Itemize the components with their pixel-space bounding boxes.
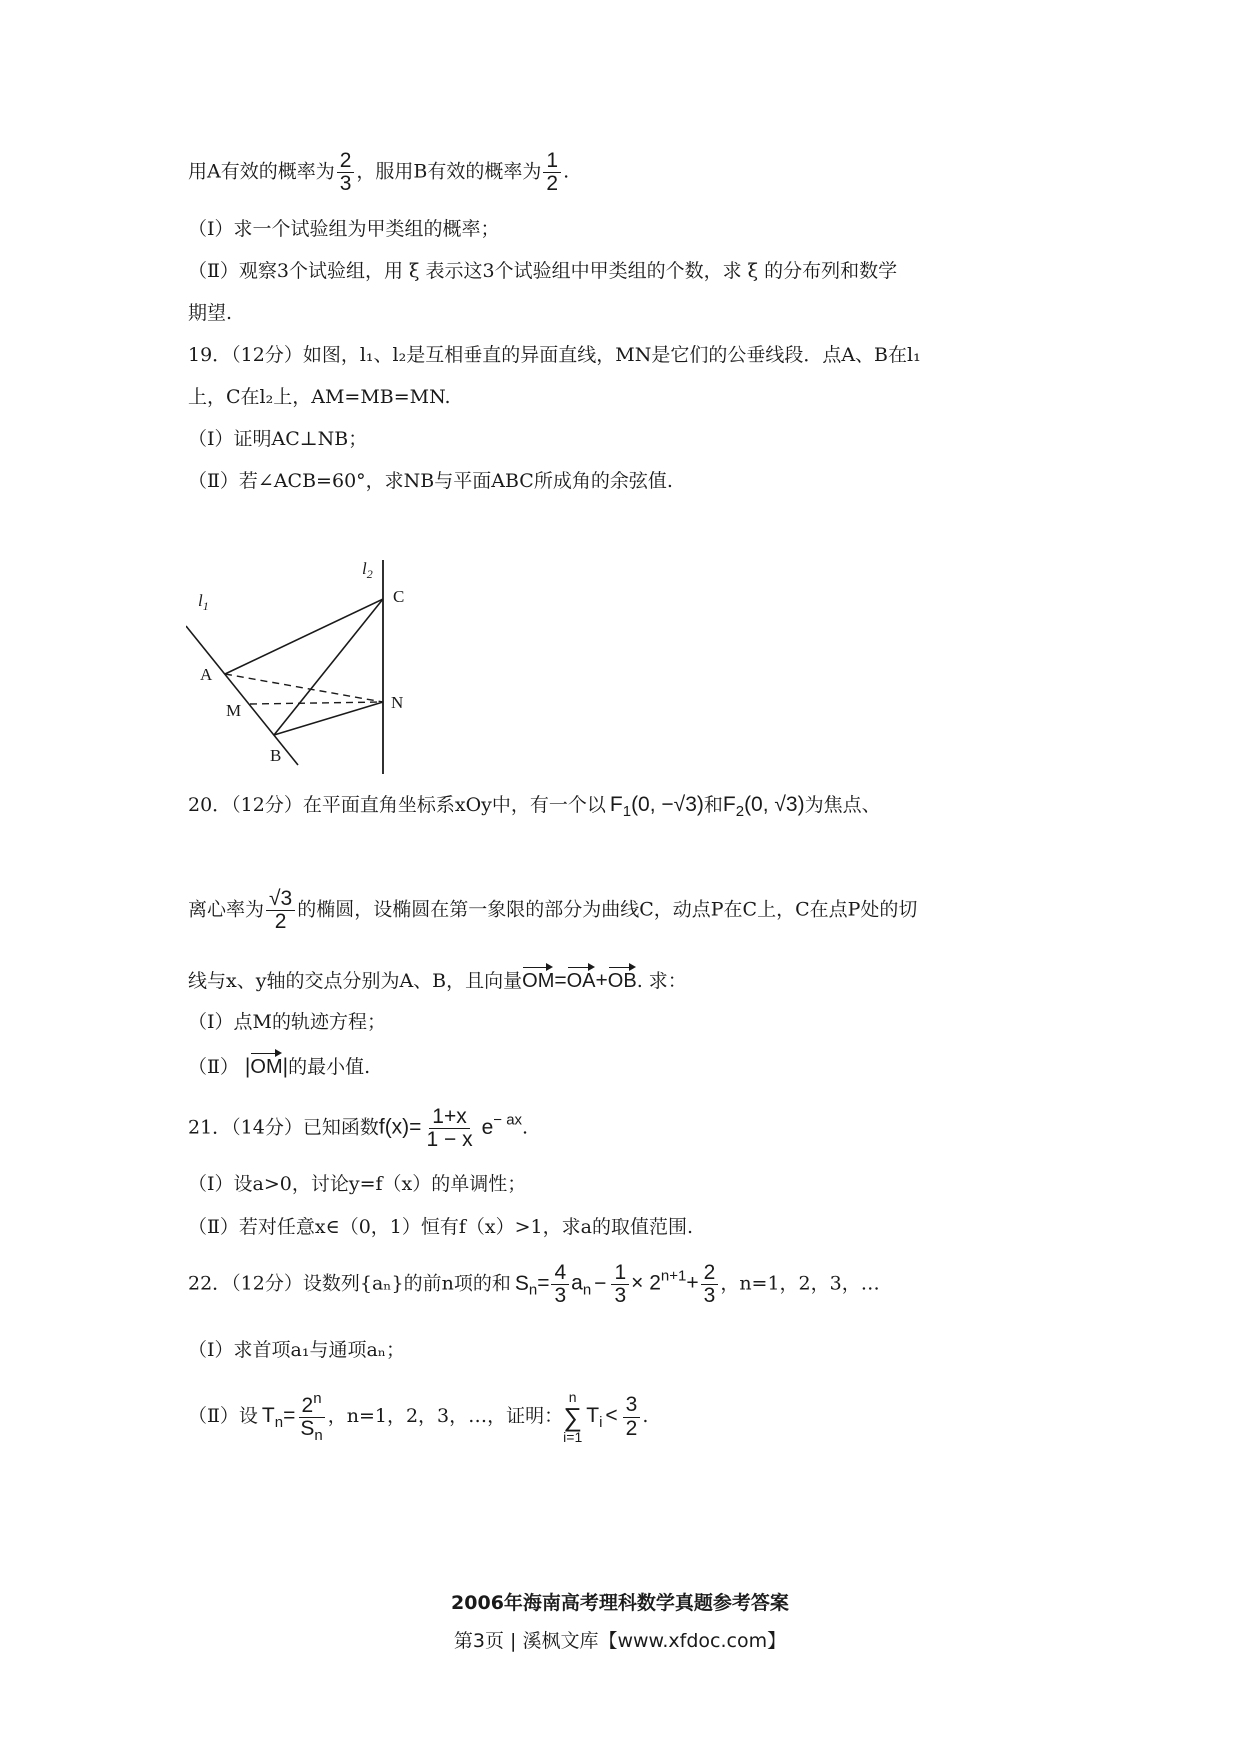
q20-text-a: 20．（12分）在平面直角坐标系xOy中，有一个以 [188, 794, 606, 816]
segment-BN [274, 702, 383, 735]
frac-den: 3 [554, 1284, 567, 1308]
vector-OM: OM [522, 970, 555, 992]
e-base: e [481, 1115, 494, 1139]
q18-line1 [188, 150, 569, 195]
times-two: × 2 [631, 1271, 661, 1295]
q22-text-b: ，n=1，2，3，… [720, 1272, 880, 1295]
and-text: 和 [703, 794, 723, 816]
summation [563, 1390, 582, 1444]
label-N: N [391, 693, 404, 712]
period: . [563, 160, 570, 183]
less-than: < [605, 1404, 618, 1427]
frac-den: 3 [339, 172, 352, 196]
F1-sub: 1 [622, 803, 632, 820]
frac-num: √3 [266, 888, 295, 911]
focus-F1 [609, 793, 704, 820]
sum-bottom: i=1 [563, 1429, 583, 1445]
q19-part1: （Ⅰ）证明AC⊥NB； [188, 428, 368, 450]
frac-num: 2 [337, 150, 355, 173]
label-C: C [393, 587, 405, 606]
F2-letter: F [722, 793, 736, 816]
segment-BC [274, 599, 383, 735]
period: . [522, 1116, 529, 1139]
frac-den: 3 [614, 1284, 627, 1308]
page-footer: 第3页 | 溪枫文库【www.xfdoc.com】 [453, 1630, 787, 1652]
n-sup: n [313, 1389, 322, 1407]
n-sub: n [314, 1426, 323, 1444]
q18-text-a: 用A有效的概率为 [188, 160, 335, 183]
i-sub: i [599, 1414, 603, 1431]
label-M: M [226, 701, 242, 720]
q19-part2: （Ⅱ）若∠ACB=60°，求NB与平面ABC所成角的余弦值. [188, 470, 673, 492]
fraction-two-thirds [337, 150, 355, 195]
frac-num [299, 1391, 325, 1418]
frac-num: 4 [551, 1262, 569, 1285]
fraction-four-thirds [551, 1262, 569, 1307]
label-B: B [270, 746, 282, 765]
segment-AC [225, 599, 383, 674]
plus-sign: + [595, 969, 608, 992]
focus-F2 [722, 793, 805, 820]
e-exponent: − ax [493, 1111, 523, 1129]
F1-letter: F [609, 793, 623, 816]
q20-text-b: 为焦点、 [804, 794, 881, 816]
F2-coord: (0, √3) [744, 793, 805, 816]
frac-den: 2 [546, 172, 559, 196]
frac-num: 3 [623, 1394, 641, 1417]
exponent: n+1 [660, 1267, 687, 1285]
frac-den: 2 [274, 910, 287, 934]
two: 2 [301, 1393, 314, 1417]
q22-part2-text: ，n=1，2，3，…，证明： [327, 1405, 564, 1427]
q18-part2-cont: 期望. [188, 302, 233, 324]
fraction-one-half [543, 150, 561, 195]
abs-bar: | [244, 1055, 251, 1078]
q20-part1: （Ⅰ）点M的轨迹方程； [188, 1011, 386, 1033]
q19-line1: 19．（12分）如图，l₁、l₂是互相垂直的异面直线，MN是它们的公垂线段．点A、B在l₁ [188, 344, 921, 366]
q20-line2 [188, 888, 917, 933]
q22-part2 [188, 1390, 648, 1444]
n-sub: n [274, 1414, 284, 1431]
q19-line2: 上，C在l₂上，AM=MB=MN. [188, 386, 451, 408]
frac-num: 1 [611, 1262, 629, 1285]
equals-sign: = [554, 969, 567, 992]
a-letter: a [571, 1271, 583, 1295]
T-letter: T [261, 1404, 275, 1427]
abs-bar: | [282, 1055, 289, 1078]
geometry-figure [186, 560, 426, 785]
q20-part2 [188, 1054, 370, 1079]
q20-text-c: 离心率为 [188, 898, 265, 921]
q22-part1: （Ⅰ）求首项a₁与通项aₙ； [188, 1339, 405, 1361]
frac-num: 2 [701, 1262, 719, 1285]
n-sub: n [528, 1281, 538, 1299]
q20-part2-label: （Ⅱ） [188, 1056, 239, 1078]
q20-text-d: 的椭圆，设椭圆在第一象限的部分为曲线C，动点P在C上，C在点P处的切 [297, 898, 918, 921]
fx-label: f(x)= [378, 1115, 422, 1139]
S-letter: S [300, 1416, 315, 1440]
q22-line1 [188, 1262, 880, 1307]
q20-line3 [188, 968, 687, 993]
fraction-two-thirds [701, 1262, 719, 1307]
frac-num: 1 [543, 150, 561, 173]
minus-sign: − [594, 1271, 607, 1295]
q21-line1 [188, 1106, 528, 1151]
q21-part2: （Ⅱ）若对任意x∈（0，1）恒有f（x）>1，求a的取值范围. [188, 1216, 693, 1238]
frac-den [297, 1418, 325, 1444]
vector-OB: OB [607, 970, 637, 992]
answer-heading: 2006年海南高考理科数学真题参考答案 [451, 1592, 789, 1614]
label-l2: $l_2$ [362, 560, 373, 581]
fraction-f [423, 1106, 475, 1151]
q18-part1: （Ⅰ）求一个试验组为甲类组的概率； [188, 218, 500, 240]
sigma-icon: ∑ [563, 1402, 582, 1432]
F2-sub: 2 [735, 803, 745, 820]
frac-num: 1+x [429, 1106, 469, 1129]
frac-den: 1 − x [426, 1128, 473, 1152]
q20-text-e: 线与x、y轴的交点分别为A、B，且向量 [188, 970, 523, 992]
frac-den: 3 [703, 1284, 716, 1308]
q18-part2: （Ⅱ）观察3个试验组，用 ξ 表示这3个试验组中甲类组的个数，求 ξ 的分布列和数学 [188, 260, 898, 282]
sum-top: n [568, 1389, 577, 1405]
q20-text-f: . 求： [636, 970, 687, 992]
equals-sign: = [283, 1404, 296, 1427]
equals-sign: = [537, 1271, 550, 1295]
fraction-eccentricity [266, 888, 295, 933]
fraction-Tn [297, 1391, 325, 1444]
q21-text: 21．（14分）已知函数 [188, 1116, 379, 1139]
vector-OA: OA [566, 970, 596, 992]
q22-text: 22．（12分）设数列{aₙ}的前n项的和 [188, 1272, 511, 1295]
q20-part2-text: 的最小值. [288, 1056, 371, 1078]
T-letter: T [586, 1404, 600, 1427]
q18-text-b: ，服用B有效的概率为 [356, 160, 542, 183]
plus-sign: + [686, 1271, 699, 1295]
q22-part2-label: （Ⅱ）设 [188, 1405, 258, 1427]
label-l1: $l_1$ [198, 591, 209, 613]
period: . [642, 1405, 649, 1427]
segment-MN [250, 702, 383, 704]
F1-coord: (0, −√3) [631, 793, 704, 816]
fraction-one-third [611, 1262, 629, 1307]
frac-den: 2 [625, 1416, 638, 1440]
fraction-three-halves [623, 1394, 641, 1439]
q21-part1: （Ⅰ）设a>0，讨论y=f（x）的单调性； [188, 1173, 527, 1195]
label-A: A [200, 665, 213, 684]
q20-line1 [188, 792, 881, 821]
vector-OM-abs: OM [250, 1056, 283, 1078]
S-letter: S [514, 1271, 529, 1295]
n-sub: n [582, 1281, 592, 1299]
